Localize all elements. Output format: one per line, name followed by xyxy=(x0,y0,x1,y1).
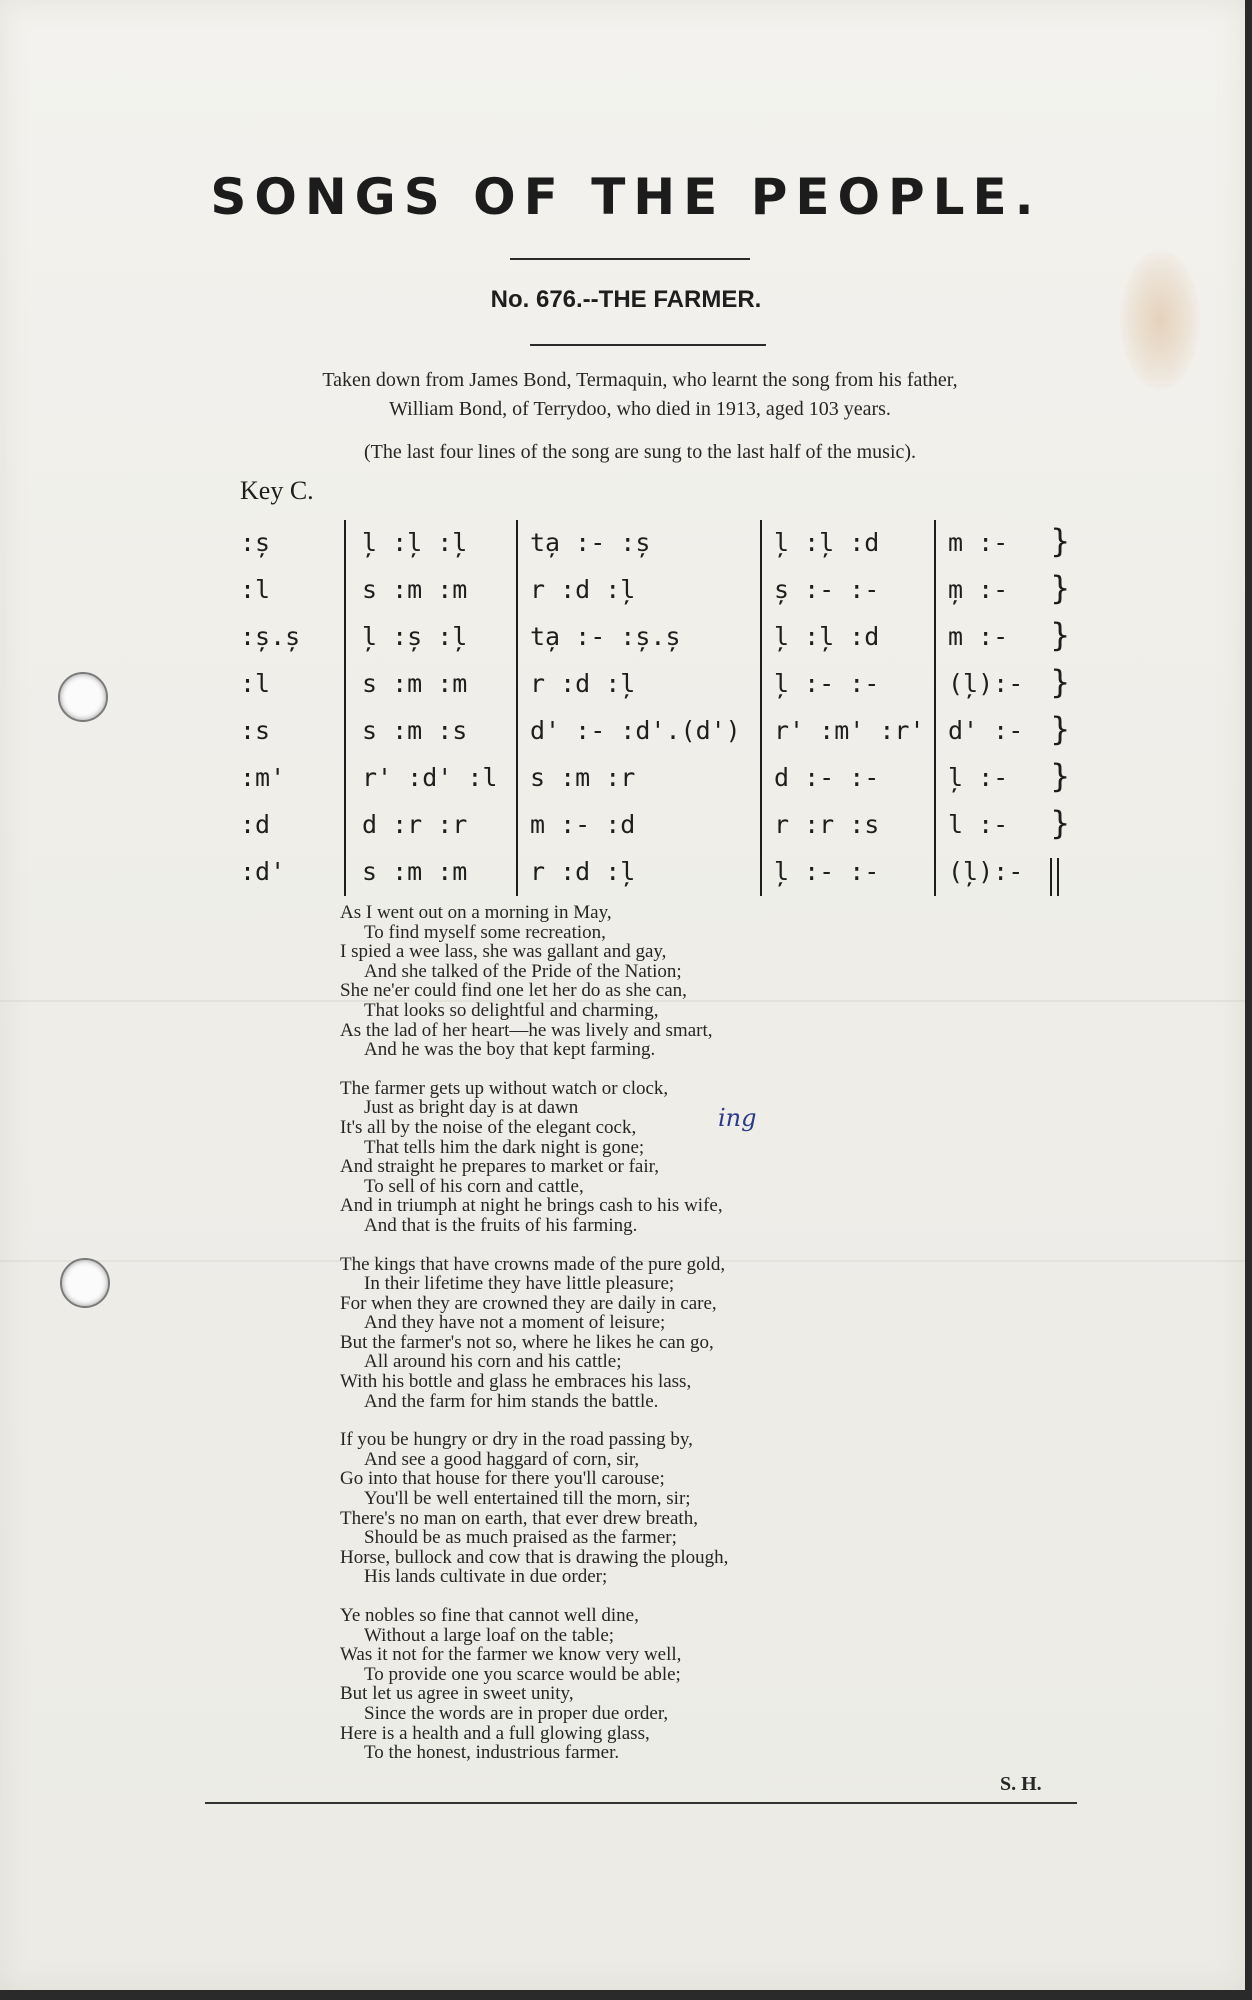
subtitle-rule xyxy=(530,344,766,346)
notation-cell: r :r :s xyxy=(774,810,880,839)
lyric-line: His lands cultivate in due order; xyxy=(364,1566,608,1588)
notation-cell: l :- xyxy=(948,810,1009,839)
stanza xyxy=(340,1079,960,1236)
notation-cell: d' :- xyxy=(948,716,1024,745)
intro-line-1: Taken down from James Bond, Termaquin, who learnt the song from his father, xyxy=(322,369,958,391)
page-title: SONGS OF THE PEOPLE. xyxy=(210,168,1042,226)
notation-cell: :l xyxy=(240,575,271,604)
notation-cell: d :r :r xyxy=(362,810,468,839)
lyric-line: Should be as much praised as the farmer; xyxy=(364,1527,677,1549)
notation-cell: s :m :r xyxy=(530,763,636,792)
notation-cell: s :m :m xyxy=(362,669,468,698)
brace-symbol: } xyxy=(1050,804,1071,842)
brace-symbol: } xyxy=(1050,616,1071,654)
notation-cell: :l xyxy=(240,669,271,698)
brace-symbol: } xyxy=(1050,710,1071,748)
notation-cell: :ș.ș xyxy=(240,622,301,651)
stanza xyxy=(340,1430,960,1587)
lyric-line: That tells him the dark night is gone; xyxy=(364,1136,645,1158)
brace-symbol: } xyxy=(1050,569,1071,607)
brace-symbol: } xyxy=(1050,757,1071,795)
notation-cell: :ș xyxy=(240,528,271,557)
bottom-rule xyxy=(205,1802,1077,1804)
intro-line-2: William Bond, of Terrydoo, who died in 1913, aged 103 years. xyxy=(389,398,891,420)
lyric-line: Since the words are in proper due order, xyxy=(364,1702,669,1724)
notation-cell: s :m :m xyxy=(362,857,468,886)
notation-cell: r' :m' :r' xyxy=(774,716,925,745)
notation-cell: ș :- :- xyxy=(774,575,880,604)
lyric-line: There's no man on earth, that ever drew breath, xyxy=(340,1507,698,1529)
notation-cell: :d xyxy=(240,810,271,839)
notation-row xyxy=(240,661,1090,708)
lyric-line: As the lad of her heart—he was lively and smart, xyxy=(340,1019,713,1041)
paper-stain xyxy=(1120,250,1200,390)
title-rule xyxy=(510,258,750,260)
notation-row xyxy=(240,802,1090,849)
stanza xyxy=(340,1255,960,1412)
notation-cell: (l̦):- xyxy=(948,669,1024,698)
notation-cell: m̦ :- xyxy=(948,575,1009,604)
stanza xyxy=(340,1606,960,1763)
handwritten-correction: ing xyxy=(718,1104,757,1132)
notation-row xyxy=(240,520,1090,567)
lyric-line: Ye nobles so fine that cannot well dine, xyxy=(340,1605,639,1626)
notation-cell: d' :- :d'.(d') xyxy=(530,716,741,745)
notation-row xyxy=(240,755,1090,802)
notation-cell: ta̦ :- :ș.ș xyxy=(530,622,681,651)
lyrics xyxy=(340,903,960,1782)
lyric-line: And the farm for him stands the battle. xyxy=(364,1390,659,1412)
notation-cell: l̦ :- xyxy=(948,763,1009,792)
brace-symbol: } xyxy=(1050,522,1071,560)
notation-cell: r :d :l̦ xyxy=(530,575,636,604)
lyric-line: Horse, bullock and cow that is drawing the plough, xyxy=(340,1546,729,1568)
notation-cell: r :d :l̦ xyxy=(530,857,636,886)
lyric-line: To find myself some recreation, xyxy=(364,921,606,943)
lyric-line: And they have not a moment of leisure; xyxy=(364,1312,666,1334)
lyric-line: The kings that have crowns made of the pure gold, xyxy=(340,1253,726,1275)
lyric-line: And he was the boy that kept farming. xyxy=(364,1039,656,1061)
notation-cell: l̦ :l̦ :d xyxy=(774,528,880,557)
lyric-line: And straight he prepares to market or fair, xyxy=(340,1156,659,1178)
notation-cell: s :m :m xyxy=(362,575,468,604)
notation-cell: m :- :d xyxy=(530,810,636,839)
notation-cell: (l̦):- xyxy=(948,857,1024,886)
notation-cell: l̦ :- :- xyxy=(774,669,880,698)
brace-symbol: } xyxy=(1050,663,1071,701)
lyric-line: You'll be well entertained till the morn, sir; xyxy=(364,1488,691,1510)
notation-cell: s :m :s xyxy=(362,716,468,745)
key-signature: Key C. xyxy=(240,476,314,505)
notation-cell: l̦ :- :- xyxy=(774,857,880,886)
notation-cell: :d' xyxy=(240,857,286,886)
notation-cell: r' :d' :l xyxy=(362,763,498,792)
notation-row xyxy=(240,708,1090,755)
lyric-line: I spied a wee lass, she was gallant and gay, xyxy=(340,941,667,963)
lyric-line: Without a large loaf on the table; xyxy=(364,1624,615,1646)
notation-row xyxy=(240,614,1090,661)
notation-row xyxy=(240,567,1090,614)
notation-cell: ta̦ :- :ș xyxy=(530,528,651,557)
notation-cell: :s xyxy=(240,716,271,745)
lyric-line: But let us agree in sweet unity, xyxy=(340,1683,574,1705)
lyric-line: To the honest, industrious farmer. xyxy=(364,1742,620,1764)
notation-cell: d :- :- xyxy=(774,763,880,792)
lyric-line: That looks so delightful and charming, xyxy=(364,999,659,1021)
lyric-line: To provide one you scarce would be able; xyxy=(364,1663,681,1685)
final-double-bar xyxy=(1050,858,1052,896)
lyric-line: She ne'er could find one let her do as she can, xyxy=(340,980,687,1002)
stanza xyxy=(340,903,960,1060)
notation-cell: m :- xyxy=(948,528,1009,557)
music-note: (The last four lines of the song are sung to the last half of the music). xyxy=(363,441,917,463)
notation-cell: m :- xyxy=(948,622,1009,651)
lyric-line: As I went out on a morning in May, xyxy=(340,902,612,923)
punch-hole xyxy=(60,1258,110,1308)
notation-cell: :m' xyxy=(240,763,286,792)
tonic-sol-fa-notation xyxy=(240,520,1090,896)
notation-cell: l̦ :l̦ :d xyxy=(774,622,880,651)
lyric-line: And see a good haggard of corn, sir, xyxy=(364,1448,640,1470)
lyric-line: It's all by the noise of the elegant cock, xyxy=(340,1116,637,1138)
song-title: No. 676.--THE FARMER. xyxy=(490,286,762,313)
lyric-line: Go into that house for there you'll carouse; xyxy=(340,1468,665,1490)
punch-hole xyxy=(58,672,108,722)
lyric-line: The farmer gets up without watch or clock, xyxy=(340,1077,669,1099)
lyric-line: Was it not for the farmer we know very well, xyxy=(340,1644,682,1666)
lyric-line: All around his corn and his cattle; xyxy=(364,1351,622,1373)
notation-cell: l̦ :l̦ :l̦ xyxy=(362,528,468,557)
lyric-line: Just as bright day is at dawn xyxy=(364,1097,579,1119)
lyric-line: Here is a health and a full glowing glass, xyxy=(340,1722,650,1744)
final-double-bar xyxy=(1057,858,1059,896)
lyric-line: And in triumph at night he brings cash to his wife, xyxy=(340,1195,723,1217)
lyric-line: And that is the fruits of his farming. xyxy=(364,1214,638,1236)
notation-cell: r :d :l̦ xyxy=(530,669,636,698)
notation-row xyxy=(240,849,1090,896)
lyric-line: For when they are crowned they are daily in care, xyxy=(340,1292,717,1314)
author-initials: S. H. xyxy=(1000,1773,1042,1795)
lyric-line: With his bottle and glass he embraces his lass, xyxy=(340,1371,692,1393)
lyric-line: But the farmer's not so, where he likes he can go, xyxy=(340,1331,714,1353)
lyric-line: If you be hungry or dry in the road passing by, xyxy=(340,1429,693,1451)
lyric-line: In their lifetime they have little pleasure; xyxy=(364,1273,675,1295)
lyric-line: To sell of his corn and cattle, xyxy=(364,1175,584,1197)
notation-cell: l̦ :ș :l̦ xyxy=(362,622,468,651)
lyric-line: And she talked of the Pride of the Nation; xyxy=(364,960,682,982)
